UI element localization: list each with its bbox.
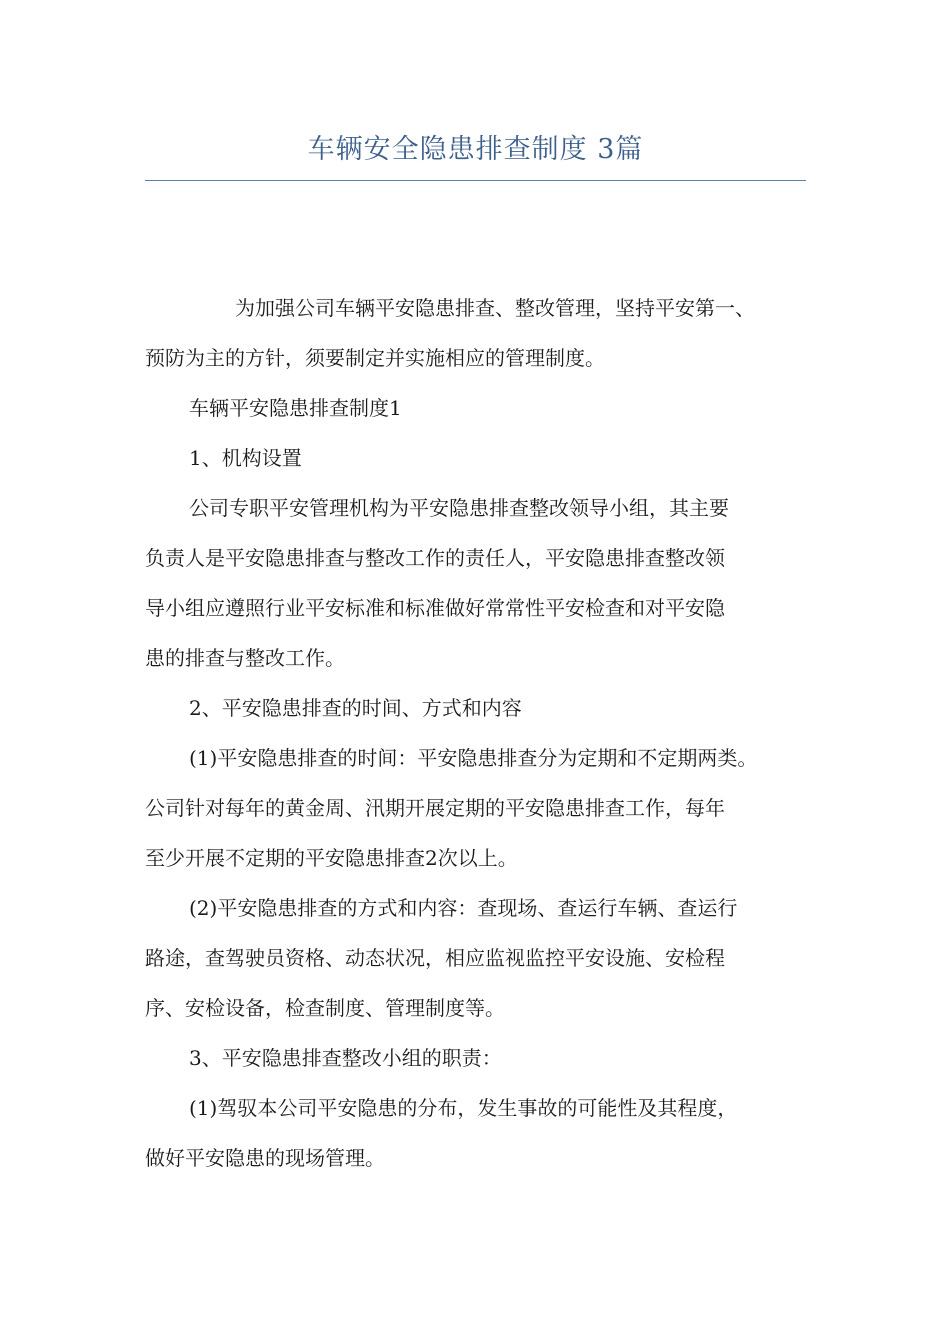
paragraph-line: (1)驾驭本公司平安隐患的分布，发生事故的可能性及其程度， xyxy=(189,1096,738,1120)
title-divider xyxy=(145,180,806,181)
paragraph-line: 患的排查与整改工作。 xyxy=(145,646,345,670)
paragraph-line: 做好平安隐患的现场管理。 xyxy=(145,1146,385,1170)
paragraph-line: 为加强公司车辆平安隐患排查、整改管理，坚持平安第一、 xyxy=(235,296,755,320)
paragraph-line: 至少开展不定期的平安隐患排查2次以上。 xyxy=(145,846,518,870)
document-body xyxy=(145,283,835,1183)
paragraph-line: (1)平安隐患排查的时间：平安隐患排查分为定期和不定期两类。 xyxy=(189,746,758,770)
section-heading: 2、平安隐患排查的时间、方式和内容 xyxy=(189,696,522,720)
paragraph-line: 序、安检设备，检查制度、管理制度等。 xyxy=(145,996,505,1020)
document-title: 车辆安全隐患排查制度 3篇 xyxy=(307,134,644,165)
paragraph-line: 负责人是平安隐患排查与整改工作的责任人，平安隐患排查整改领 xyxy=(145,546,725,570)
paragraph-line: 导小组应遵照行业平安标准和标准做好常常性平安检查和对平安隐 xyxy=(145,596,725,620)
paragraph-line: 预防为主的方针，须要制定并实施相应的管理制度。 xyxy=(145,346,605,370)
paragraph-line: 公司专职平安管理机构为平安隐患排查整改领导小组，其主要 xyxy=(189,496,729,520)
paragraph-line: 公司针对每年的黄金周、汛期开展定期的平安隐患排查工作，每年 xyxy=(145,796,725,820)
section-heading: 3、平安隐患排查整改小组的职责： xyxy=(189,1046,502,1070)
section-heading: 1、机构设置 xyxy=(189,446,302,470)
paragraph-line: (2)平安隐患排查的方式和内容：查现场、查运行车辆、查运行 xyxy=(189,896,738,920)
section-heading: 车辆平安隐患排查制度1 xyxy=(189,396,402,420)
paragraph-line: 路途，查驾驶员资格、动态状况，相应监视监控平安设施、安检程 xyxy=(145,946,725,970)
